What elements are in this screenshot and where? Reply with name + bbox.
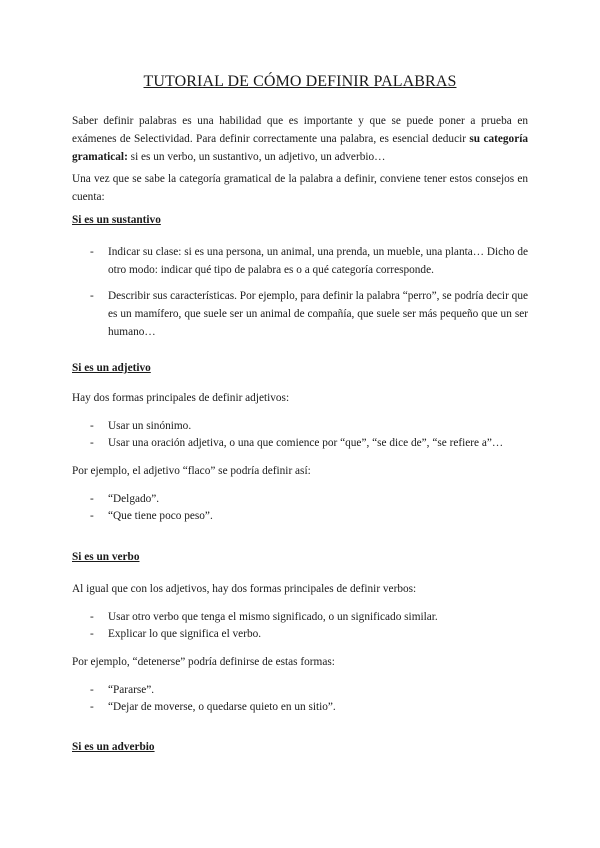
list-dash: - — [90, 628, 94, 640]
list-item — [90, 490, 528, 508]
intro-paragraph-2: Una vez que se sabe la categoría gramatical de la palabra a definir, conviene tener estos consejos en cuenta: — [72, 173, 528, 203]
list-item — [90, 434, 528, 452]
list-item-text: “Delgado”. — [108, 493, 160, 505]
list-item-text: Indicar su clase: si es una persona, un animal, una prenda, un mueble, una planta… Dicho de otro modo: indicar qué tipo de palabra es o a qué categoría corresponde. — [108, 246, 528, 276]
intro-paragraph — [72, 112, 528, 166]
list-item-text: Explicar lo que significa el verbo. — [108, 628, 262, 640]
adjetivo-example: Por ejemplo, el adjetivo “flaco” se podría definir así: — [72, 465, 311, 477]
list-item-text: Describir sus características. Por ejemplo, para definir la palabra “perro”, se podría decir que es un mamífero, que suele ser un animal de compañía, que suele ser más pequeño que un ser humano… — [108, 290, 528, 338]
list-item — [90, 698, 528, 716]
list-item — [90, 243, 528, 279]
list-item — [90, 608, 528, 626]
list-item-text: Usar un sinónimo. — [108, 420, 192, 432]
section-heading-sustantivo: Si es un sustantivo — [72, 214, 161, 226]
list-item — [90, 681, 528, 699]
list-dash: - — [90, 246, 94, 258]
list-item — [90, 625, 528, 643]
section-heading-adverbio: Si es un adverbio — [72, 741, 155, 753]
list-item-text: Usar otro verbo que tenga el mismo significado, o un significado similar. — [108, 611, 438, 623]
verbo-lead: Al igual que con los adjetivos, hay dos formas principales de definir verbos: — [72, 583, 417, 595]
list-item — [90, 287, 528, 341]
list-dash: - — [90, 420, 94, 432]
list-dash: - — [90, 510, 94, 522]
intro-bold-text: su categoría gramatical: — [72, 133, 528, 163]
list-item-text: “Dejar de moverse, o quedarse quieto en un sitio”. — [108, 701, 336, 713]
list-dash: - — [90, 290, 94, 302]
verbo-example: Por ejemplo, “detenerse” podría definirse de estas formas: — [72, 656, 335, 668]
section-heading-verbo: Si es un verbo — [72, 551, 140, 563]
list-dash: - — [90, 437, 94, 449]
page-title: TUTORIAL DE CÓMO DEFINIR PALABRAS — [143, 73, 457, 90]
intro-text-start: Saber definir palabras es una habilidad que es importante y que se puede poner a prueba en exámenes de Selectividad. Para definir correctamente una palabra, es esencial deducir — [72, 115, 528, 145]
list-item-text: “Pararse”. — [108, 684, 155, 696]
list-item-text: “Que tiene poco peso”. — [108, 510, 213, 522]
list-dash: - — [90, 701, 94, 713]
list-item — [90, 417, 528, 435]
list-dash: - — [90, 611, 94, 623]
list-dash: - — [90, 684, 94, 696]
intro-text-end: si es un verbo, un sustantivo, un adjetivo, un adverbio… — [127, 151, 386, 163]
list-dash: - — [90, 493, 94, 505]
section-heading-adjetivo: Si es un adjetivo — [72, 362, 151, 374]
list-item-text: Usar una oración adjetiva, o una que comience por “que”, “se dice de”, “se refiere a”… — [108, 437, 504, 449]
list-item — [90, 507, 528, 525]
adjetivo-lead: Hay dos formas principales de definir adjetivos: — [72, 392, 290, 404]
